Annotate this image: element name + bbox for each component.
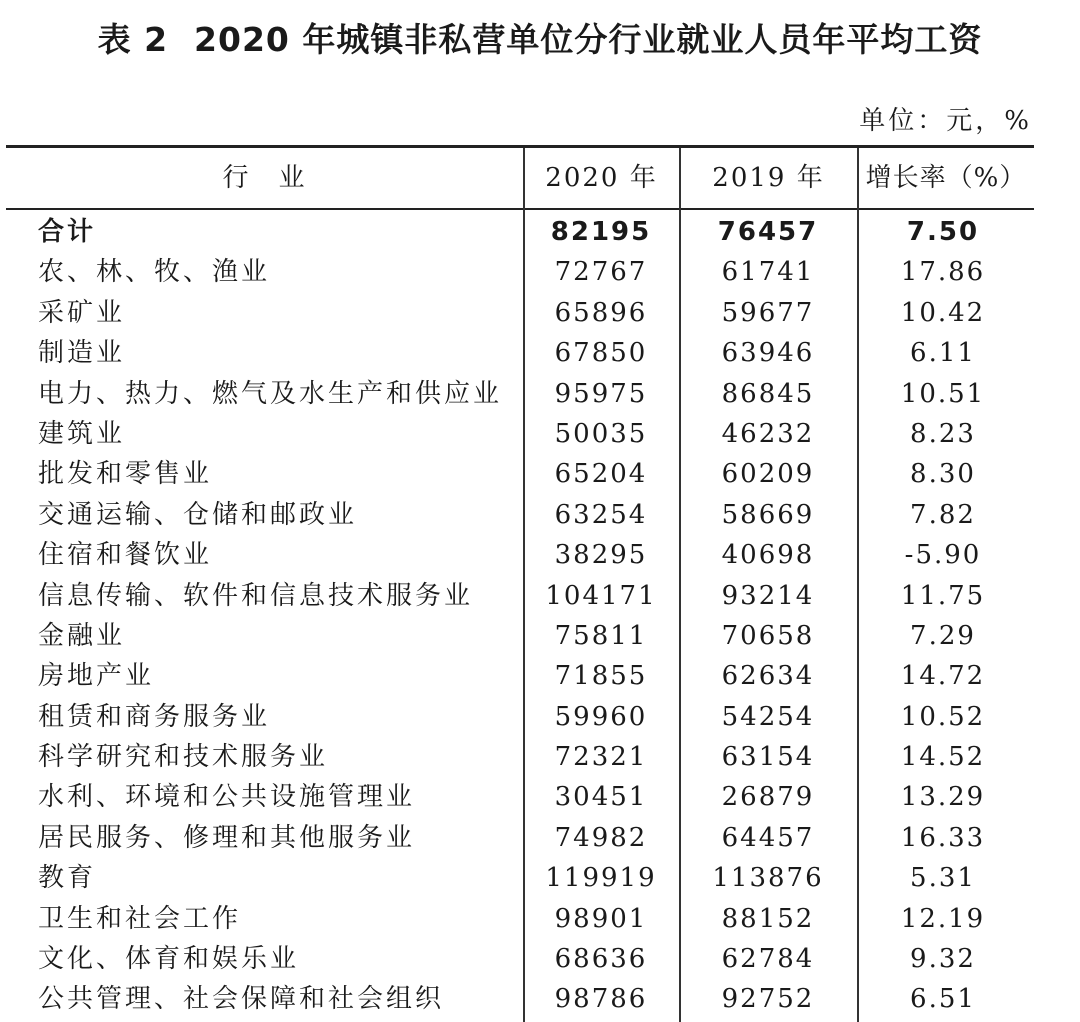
industry-cell: 卫生和社会工作 (38, 903, 242, 934)
industry-cell: 交通运输、仓储和邮政业 (38, 499, 358, 530)
industry-cell: 居民服务、修理和其他服务业 (38, 822, 416, 853)
growth-cell: 12.19 (900, 903, 986, 934)
total-row (0, 212, 1080, 252)
table-row (0, 939, 1080, 979)
table-row (0, 495, 1080, 535)
wage-2019-cell: 63154 (721, 742, 815, 773)
table-row (0, 252, 1080, 292)
table-row (0, 737, 1080, 777)
wage-2020-cell: 71855 (554, 661, 648, 692)
table-title (0, 14, 1080, 61)
growth-cell: 17.86 (900, 257, 986, 288)
table-row (0, 979, 1080, 1019)
wage-2020-cell: 104171 (545, 580, 657, 611)
industry-cell: 文化、体育和娱乐业 (38, 944, 300, 975)
growth-cell: 7.50 (906, 217, 980, 247)
header-2020: 2020 年 (545, 163, 658, 193)
wage-2020-cell: 72767 (554, 257, 648, 288)
wage-2020-cell: 68636 (554, 944, 648, 975)
header-growth: 增长率（%） (865, 163, 1027, 193)
unit-note: 单位：元，% (859, 106, 1032, 136)
wage-2019-cell: 88152 (721, 903, 815, 934)
header-industry: 行 业 (222, 163, 307, 193)
wage-2019-cell: 61741 (721, 257, 815, 288)
wage-2019-cell: 26879 (721, 782, 815, 813)
wage-2020-cell: 30451 (554, 782, 648, 813)
industry-cell: 住宿和餐饮业 (38, 540, 213, 571)
growth-cell: 16.33 (900, 822, 986, 853)
table-row (0, 656, 1080, 696)
table-row (0, 616, 1080, 656)
table-row (0, 414, 1080, 454)
industry-cell: 合计 (38, 217, 97, 247)
industry-cell: 农、林、牧、渔业 (38, 257, 271, 288)
growth-cell: 5.31 (910, 863, 976, 894)
growth-cell: 13.29 (900, 782, 986, 813)
table-row (0, 899, 1080, 939)
wage-2019-cell: 113876 (712, 863, 824, 894)
wage-2020-cell: 50035 (554, 418, 648, 449)
growth-cell: 11.75 (900, 580, 986, 611)
growth-cell: 14.52 (900, 742, 986, 773)
header-2019: 2019 年 (712, 163, 825, 193)
wage-2020-cell: 59960 (554, 701, 648, 732)
wage-2020-cell: 72321 (554, 742, 648, 773)
wage-2019-cell: 92752 (721, 984, 815, 1015)
table-number: 表 2 (97, 20, 169, 59)
growth-cell: 10.52 (900, 701, 986, 732)
industry-cell: 教育 (38, 863, 97, 894)
growth-cell: 6.11 (910, 338, 976, 369)
table-row (0, 374, 1080, 414)
wage-2020-cell: 74982 (554, 822, 648, 853)
industry-cell: 建筑业 (38, 418, 126, 449)
wage-2020-cell: 65896 (554, 297, 648, 328)
table-row (0, 454, 1080, 494)
wage-2020-cell: 63254 (554, 499, 648, 530)
growth-cell: 8.23 (910, 418, 976, 449)
growth-cell: 7.82 (910, 499, 976, 530)
wage-2020-cell: 67850 (554, 338, 648, 369)
table-row (0, 535, 1080, 575)
table-row (0, 576, 1080, 616)
growth-cell: 9.32 (910, 944, 976, 975)
table-row (0, 333, 1080, 373)
table-row (0, 697, 1080, 737)
industry-cell: 信息传输、软件和信息技术服务业 (38, 580, 474, 611)
wage-2020-cell: 75811 (554, 620, 648, 651)
growth-cell: 10.42 (900, 297, 986, 328)
industry-cell: 房地产业 (38, 661, 155, 692)
industry-cell: 租赁和商务服务业 (38, 701, 271, 732)
growth-cell: 7.29 (910, 620, 976, 651)
wage-2019-cell: 62634 (721, 661, 815, 692)
industry-cell: 电力、热力、燃气及水生产和供应业 (38, 378, 503, 409)
wage-2020-cell: 98786 (554, 984, 648, 1015)
growth-cell: 8.30 (910, 459, 976, 490)
wage-2019-cell: 64457 (721, 822, 815, 853)
wage-2020-cell: 65204 (554, 459, 648, 490)
industry-cell: 制造业 (38, 338, 126, 369)
industry-cell: 批发和零售业 (38, 459, 213, 490)
wage-2019-cell: 40698 (721, 540, 815, 571)
industry-cell: 水利、环境和公共设施管理业 (38, 782, 416, 813)
wage-2019-cell: 70658 (721, 620, 815, 651)
industry-cell: 金融业 (38, 620, 126, 651)
header-rule (6, 208, 1034, 210)
industry-cell: 采矿业 (38, 297, 126, 328)
wage-2020-cell: 82195 (550, 217, 652, 247)
wage-2019-cell: 93214 (721, 580, 815, 611)
table-title-text: 2020 年城镇非私营单位分行业就业人员年平均工资 (194, 20, 983, 59)
growth-cell: 10.51 (900, 378, 986, 409)
table-row (0, 777, 1080, 817)
wage-2019-cell: 62784 (721, 944, 815, 975)
wage-2020-cell: 98901 (554, 903, 648, 934)
table-body (0, 212, 1080, 1020)
wage-2020-cell: 119919 (545, 863, 657, 894)
growth-cell: 6.51 (910, 984, 976, 1015)
wage-2019-cell: 60209 (721, 459, 815, 490)
wage-2019-cell: 63946 (721, 338, 815, 369)
table-row (0, 818, 1080, 858)
wage-2020-cell: 95975 (554, 378, 648, 409)
growth-cell: 14.72 (900, 661, 986, 692)
table-row (0, 858, 1080, 898)
wage-2019-cell: 58669 (721, 499, 815, 530)
wage-2020-cell: 38295 (554, 540, 648, 571)
industry-cell: 科学研究和技术服务业 (38, 742, 329, 773)
growth-cell: -5.90 (904, 540, 982, 571)
table-row (0, 293, 1080, 333)
wage-2019-cell: 46232 (721, 418, 815, 449)
wage-2019-cell: 76457 (717, 217, 819, 247)
wage-2019-cell: 86845 (721, 378, 815, 409)
wage-2019-cell: 59677 (721, 297, 815, 328)
industry-cell: 公共管理、社会保障和社会组织 (38, 984, 445, 1015)
wage-2019-cell: 54254 (721, 701, 815, 732)
